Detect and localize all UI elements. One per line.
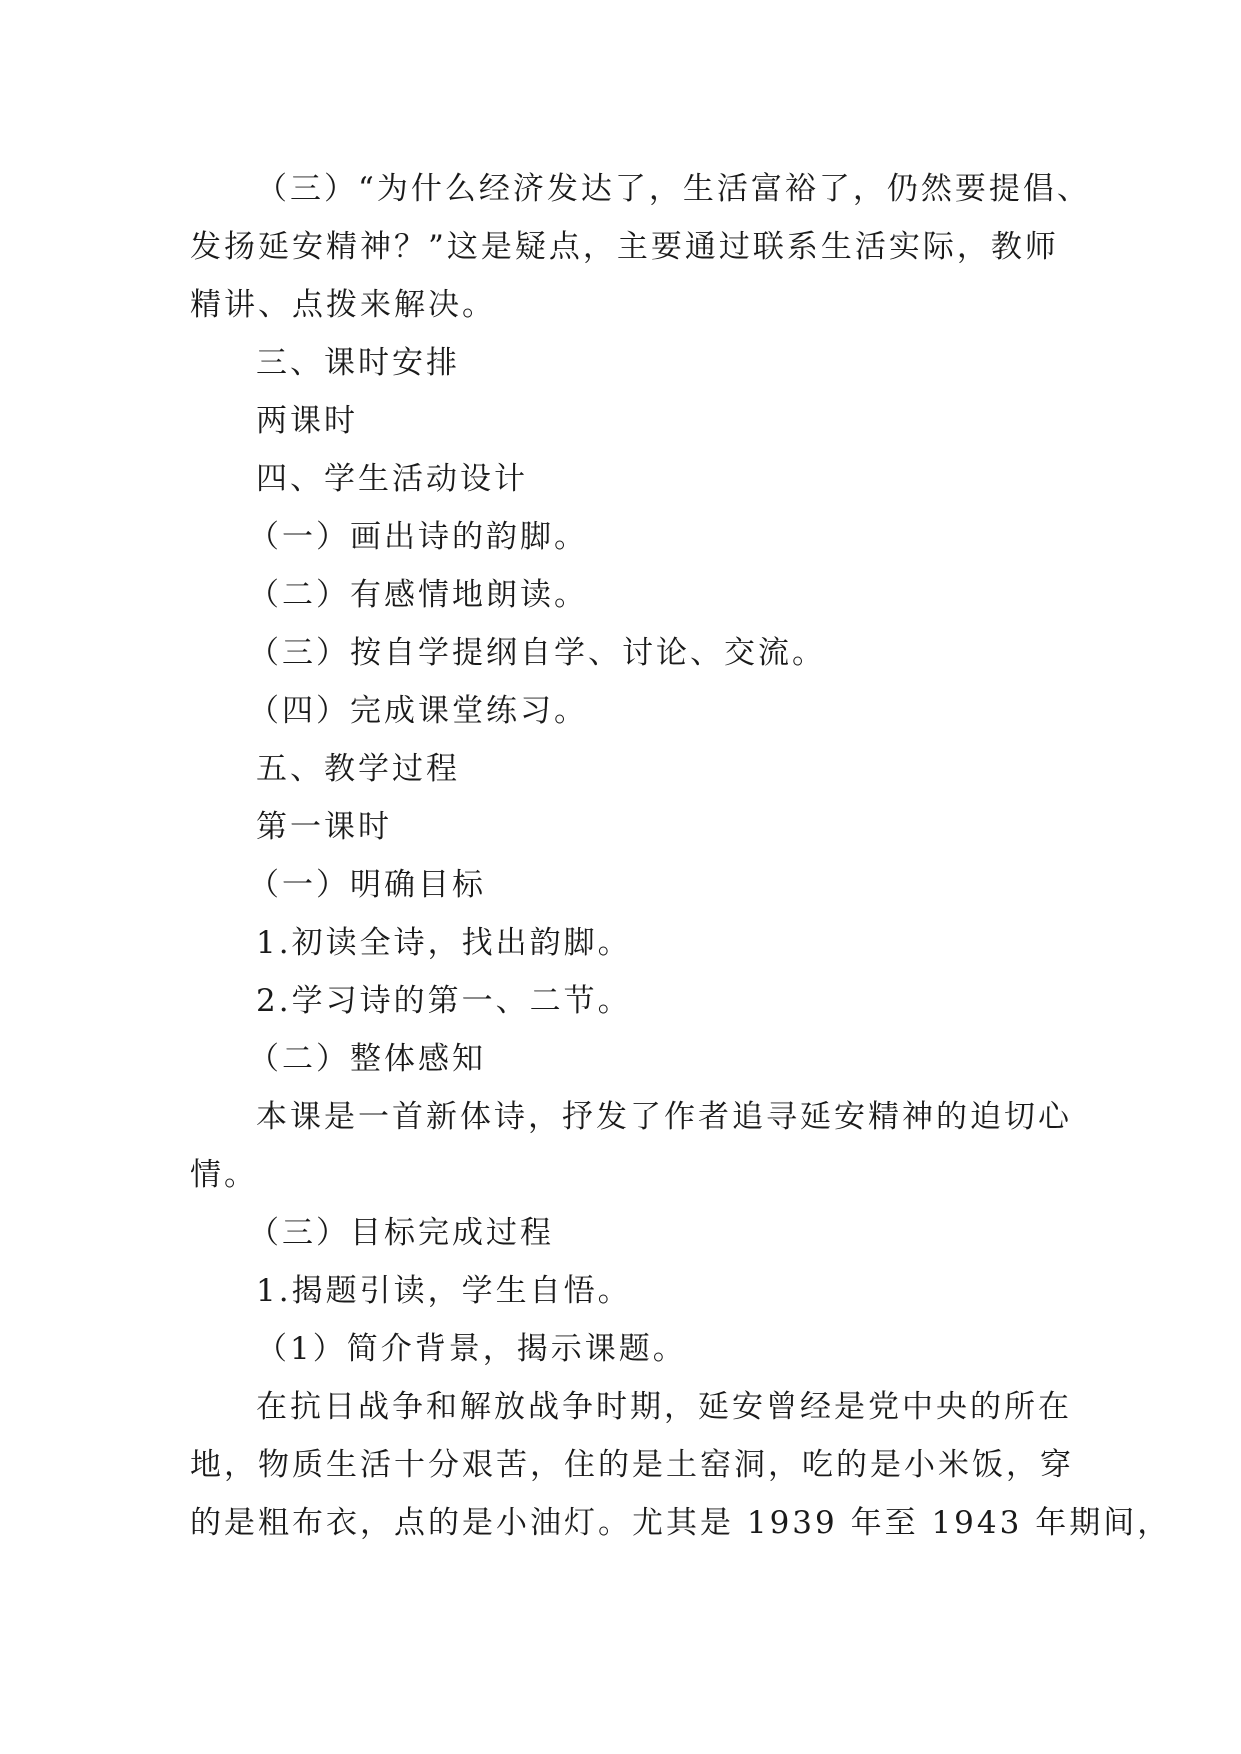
document-body <box>190 160 1172 1552</box>
paragraph-line: 地，物质生活十分艰苦，住的是土窑洞，吃的是小米饭，穿 <box>190 1447 1074 1483</box>
step-subitem: （1）简介背景，揭示课题。 <box>256 1331 687 1367</box>
goal-item: 2.学习诗的第一、二节。 <box>256 983 632 1019</box>
section-heading: 五、教学过程 <box>256 751 460 787</box>
activity-item: （一）画出诗的韵脚。 <box>248 519 588 555</box>
subsection-heading: （一）明确目标 <box>248 867 486 903</box>
paragraph-line: 发扬延安精神？”这是疑点，主要通过联系生活实际，教师 <box>190 229 1059 265</box>
activity-item: （三）按自学提纲自学、讨论、交流。 <box>248 635 826 671</box>
paragraph-line: （三）“为什么经济发达了，生活富裕了，仍然要提倡、 <box>256 171 1091 207</box>
paragraph-line: 精讲、点拨来解决。 <box>190 287 496 323</box>
paragraph-line: 在抗日战争和解放战争时期，延安曾经是党中央的所在 <box>256 1389 1072 1425</box>
step-item: 1.揭题引读，学生自悟。 <box>256 1273 632 1309</box>
paragraph-line: 的是粗布衣，点的是小油灯。尤其是 1939 年至 1943 年期间， <box>190 1505 1172 1541</box>
subsection-heading: （三）目标完成过程 <box>248 1215 554 1251</box>
paragraph-line: 本课是一首新体诗，抒发了作者追寻延安精神的迫切心 <box>256 1099 1072 1135</box>
section-heading: 三、课时安排 <box>256 345 460 381</box>
activity-item: （四）完成课堂练习。 <box>248 693 588 729</box>
activity-item: （二）有感情地朗读。 <box>248 577 588 613</box>
section-heading: 四、学生活动设计 <box>256 461 528 497</box>
goal-item: 1.初读全诗，找出韵脚。 <box>256 925 632 961</box>
paragraph-line: 情。 <box>190 1157 258 1193</box>
subsection-heading: （二）整体感知 <box>248 1041 486 1077</box>
paragraph-line: 两课时 <box>256 403 358 439</box>
lesson-heading: 第一课时 <box>256 809 392 845</box>
